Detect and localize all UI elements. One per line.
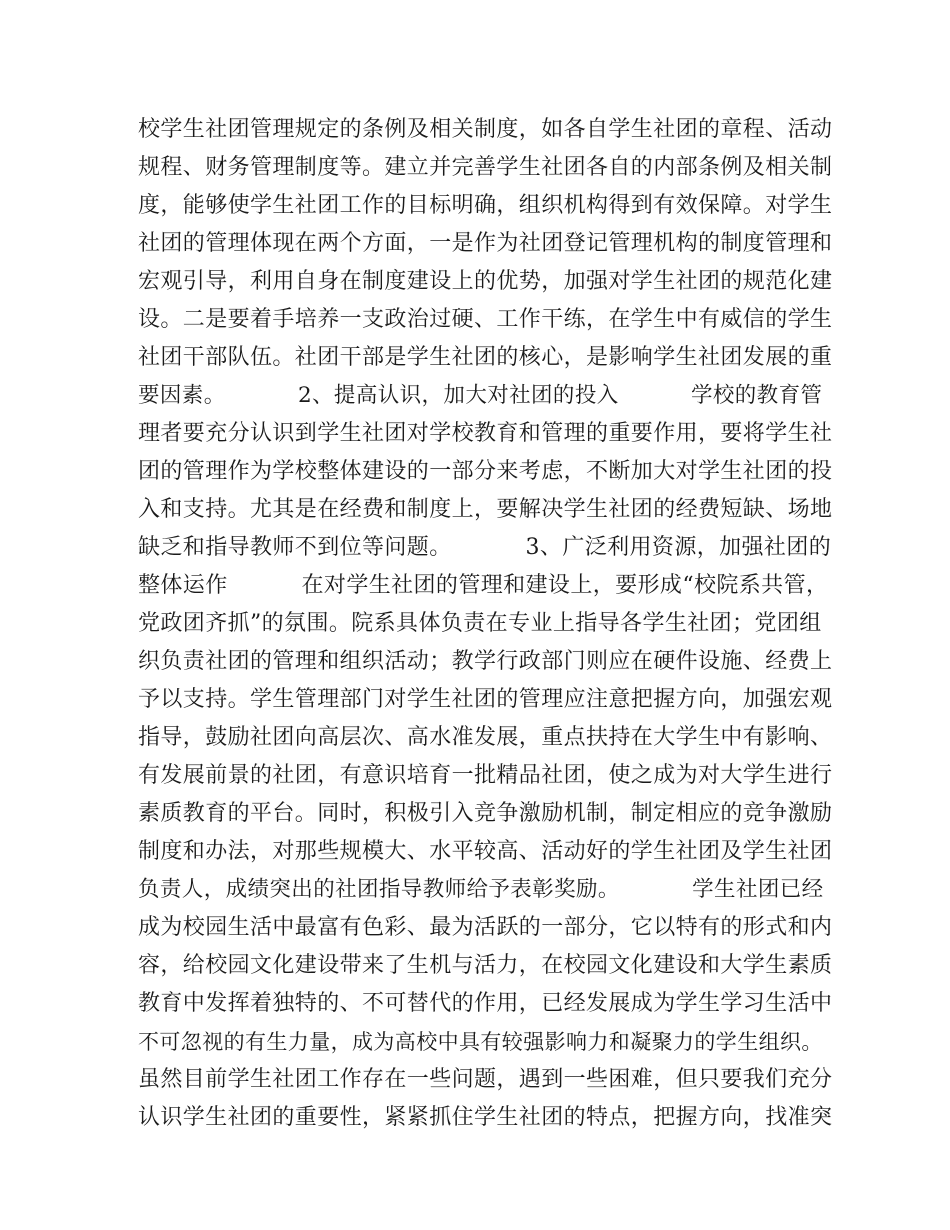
text-line: 入和支持。尤其是在经费和制度上，要解决学生社团的经费短缺、场地 (138, 497, 833, 522)
text-line: 规程、财务管理制度等。建立并完善学生社团各自的内部条例及相关制 (138, 155, 833, 180)
text-line: 有发展前景的社团，有意识培育一批精品社团，使之成为对大学生进行 (138, 763, 833, 788)
text-line: 宏观引导，利用自身在制度建设上的优势，加强对学生社团的规范化建 (138, 269, 833, 294)
text-line: 成为校园生活中最富有色彩、最为活跃的一部分，它以特有的形式和内 (138, 915, 833, 940)
text-line: 度，能够使学生社团工作的目标明确，组织机构得到有效保障。对学生 (138, 193, 833, 218)
text-line: 党政团齐抓”的氛围。院系具体负责在专业上指导各学生社团；党团组 (138, 611, 822, 636)
text-line: 容，给校园文化建设带来了生机与活力，在校园文化建设和大学生素质 (138, 953, 833, 978)
text-line: 不可忽视的有生力量，成为高校中具有较强影响力和凝聚力的学生组织。 (138, 1030, 823, 1054)
text-line: 理者要充分认识到学生社团对学校教育和管理的重要作用，要将学生社 (138, 421, 833, 446)
text-line: 负责人，成绩突出的社团指导教师给予表彰奖励。 学生社团已经 (138, 877, 824, 902)
text-line: 制度和办法，对那些规模大、水平较高、活动好的学生社团及学生社团 (138, 839, 833, 864)
text-line: 认识学生社团的重要性，紧紧抓住学生社团的特点，把握方向，找准突 (138, 1105, 833, 1130)
text-line: 要因素。 2、提高认识，加大对社团的投入 学校的教育管 (138, 383, 823, 408)
text-line: 整体运作 在对学生社团的管理和建设上，要形成“校院系共管， (138, 573, 829, 598)
text-line: 教育中发挥着独特的、不可替代的作用，已经发展成为学生学习生活中 (138, 991, 833, 1016)
text-line: 缺乏和指导教师不到位等问题。 3、广泛利用资源，加强社团的 (138, 535, 832, 560)
text-line: 素质教育的平台。同时，积极引入竞争激励机制，制定相应的竞争激励 (138, 801, 833, 826)
text-line: 社团干部队伍。社团干部是学生社团的核心，是影响学生社团发展的重 (138, 345, 833, 370)
text-line: 校学生社团管理规定的条例及相关制度，如各自学生社团的章程、活动 (138, 117, 833, 142)
text-line: 织负责社团的管理和组织活动；教学行政部门则应在硬件设施、经费上 (138, 649, 833, 674)
text-line: 予以支持。学生管理部门对学生社团的管理应注意把握方向，加强宏观 (138, 687, 833, 712)
body-text (138, 111, 833, 1137)
text-line: 指导，鼓励社团向高层次、高水准发展，重点扶持在大学生中有影响、 (138, 725, 833, 750)
text-line: 虽然目前学生社团工作存在一些问题，遇到一些困难，但只要我们充分 (138, 1067, 833, 1092)
text-line: 设。二是要着手培养一支政治过硬、工作干练，在学生中有威信的学生 (138, 307, 833, 332)
text-line: 团的管理作为学校整体建设的一部分来考虑，不断加大对学生社团的投 (138, 459, 833, 484)
text-line: 社团的管理体现在两个方面，一是作为社团登记管理机构的制度管理和 (138, 231, 833, 256)
